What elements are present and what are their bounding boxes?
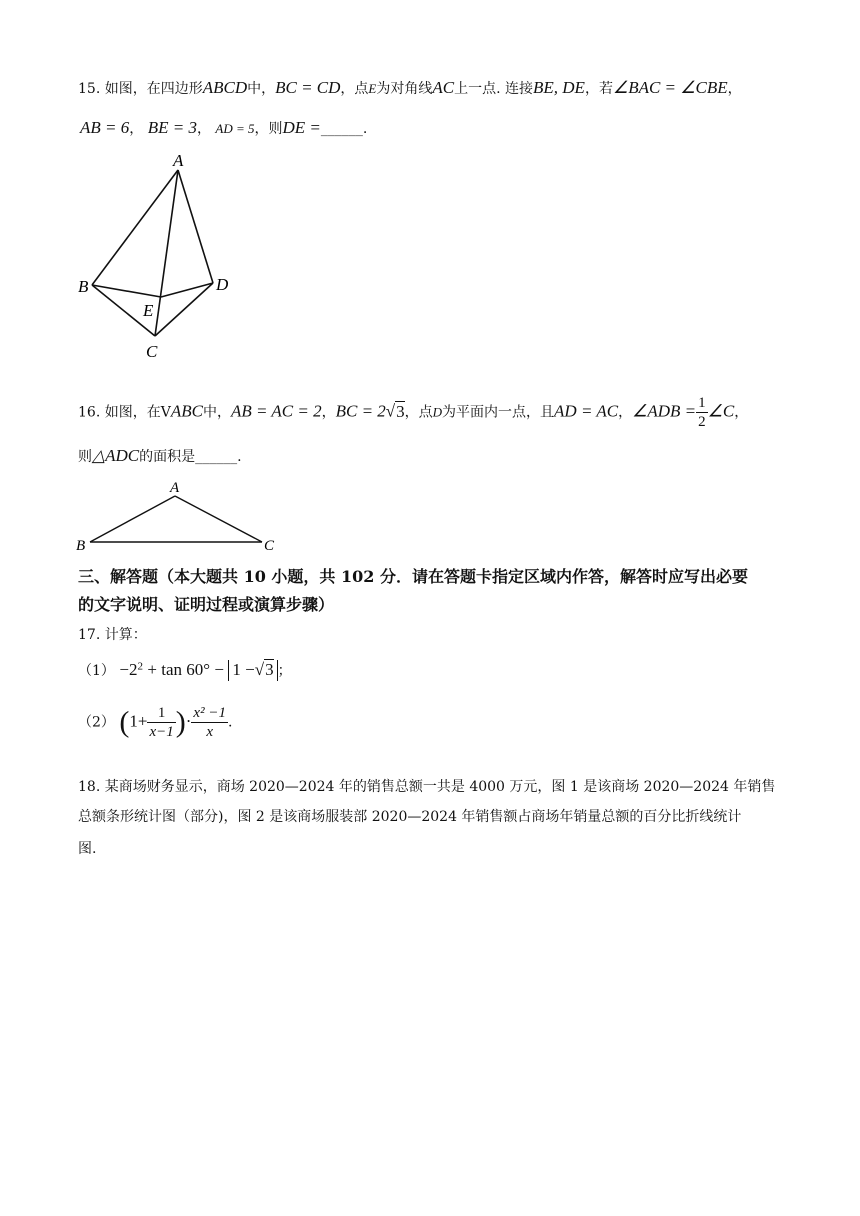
q17-math: 1 − [232,660,255,679]
q15-text: ， [727,81,742,97]
q17-math: + tan 60° − [147,660,224,679]
q16-math: BC = 2 [335,401,386,421]
label-C: C [264,538,275,554]
q17-title: 17. 计算： [78,627,147,643]
q17-text: . [227,714,233,731]
q16-text: ， [734,404,749,421]
q15-text: ，若 [584,81,613,97]
section3-heading-line1: 三、解答题（本大题共 10 小题，共 102 分．请在答题卡指定区域内作答，解答时应写出必要 [78,567,748,586]
q17-math: −2 [119,660,138,679]
q16-number: 16. [78,404,101,421]
q17-part1 [78,660,292,681]
q15-math: BE = 3 [147,118,197,137]
q15-line1 [78,78,742,98]
q17-math: x−1 [149,724,174,740]
q16-figure [72,476,282,556]
q18-line3: 图. [78,841,97,857]
half-fraction [696,394,708,431]
q16-math: △ADC [92,446,140,465]
q16-math: 2 [698,414,706,430]
q16-math: ∠C [707,401,735,421]
q15-line2: AB = 6， BE = 3， AD = 5，则DE =______. [80,118,368,137]
q15-figure [72,148,272,363]
label-A: A [173,151,184,170]
q15-text: 如图，在四边形 [104,81,203,97]
q15-math: ∠BAC = ∠CBE [612,78,728,97]
q16-text: ， [618,404,633,421]
q17-part2 [78,704,232,741]
q15-math: AC [432,78,455,97]
q17-text: ； [277,663,292,679]
label-A: A [170,480,180,496]
q15-text: . [362,121,368,137]
q17-text: （1） [78,663,115,679]
q17-math: 3 [265,660,274,679]
q17-math: x [206,724,214,740]
q15-math: AB = 6 [80,118,130,137]
q15-text: 为对角线 [376,81,433,97]
q16-line1: 16. 如图，在VABC中，AB = AC = 2，BC = 2√3，点D为平面内一点，且AD = AC，∠ADB = $\frac{1}{2}$ ∠C， [78,395,749,430]
q17-math: · [185,711,192,731]
q16-math: D [432,404,443,420]
q16-math: ∠ADB = [632,401,697,421]
q15-number: 15. [78,81,101,97]
q16-text: ，点 [404,404,433,421]
q15-math: E [368,81,377,96]
label-E: E [143,301,154,320]
q15-text: 上一点. 连接 [454,81,534,97]
q16-text: 中， [202,404,231,421]
q16-text: 的面积是 [139,449,196,465]
q17-text: ( [119,705,130,739]
fraction-1 [147,704,175,741]
q16-text: 如图，在V [104,404,171,421]
label-C: C [146,342,158,361]
q16-text: 为平面内一点，且 [442,404,555,421]
section3-heading-line2: 的文字说明、证明过程或演算步骤） [78,595,335,614]
q15-answer-blank: ______ [320,121,363,137]
q15-math: AD = 5 [215,121,255,136]
absolute-value: 1 −√3 [228,660,277,681]
q17-text: ) [175,705,186,739]
label-B: B [78,277,89,296]
q15-text: ，则 [254,121,283,137]
label-B: B [76,538,86,554]
fraction-2 [191,704,228,741]
q16-text: ， [321,404,336,421]
q16-math: AD = AC [554,401,619,421]
q16-math: 3 [396,401,405,421]
q17-math: x² −1 [193,705,226,721]
q17-math: 2 [137,660,143,673]
q16-math: AB = AC = 2 [230,401,322,421]
q15-math: DE = [282,118,321,137]
q15-math: ABCD [202,78,248,97]
label-D: D [216,275,229,294]
q16-math: ABC [170,401,203,421]
q18-line2: 总额条形统计图（部分)，图 2 是该商场服装部 2020—2024 年销售额占商场年销量总额的百分比折线统计 [78,809,742,825]
q17-math: 1 [147,704,175,723]
q18-line1: 18. 某商场财务显示，商场 2020—2024 年的销售总额一共是 4000 万元，图 1 是该商场 2020—2024 年销售 [78,779,776,795]
q16-answer-blank: ______ [195,449,238,465]
q17-text: （2） [78,714,115,731]
q16-math: 1 [698,395,706,411]
q16-text: . [237,449,242,465]
q15-text: ，点 [340,81,369,97]
q17-math: 1+ [129,711,148,731]
q16-line2 [78,446,242,466]
q15-text: 中， [247,81,276,97]
q15-math: BE, DE [533,78,585,97]
q16-text: 则 [78,449,92,465]
q15-math: BC = CD [275,78,341,97]
